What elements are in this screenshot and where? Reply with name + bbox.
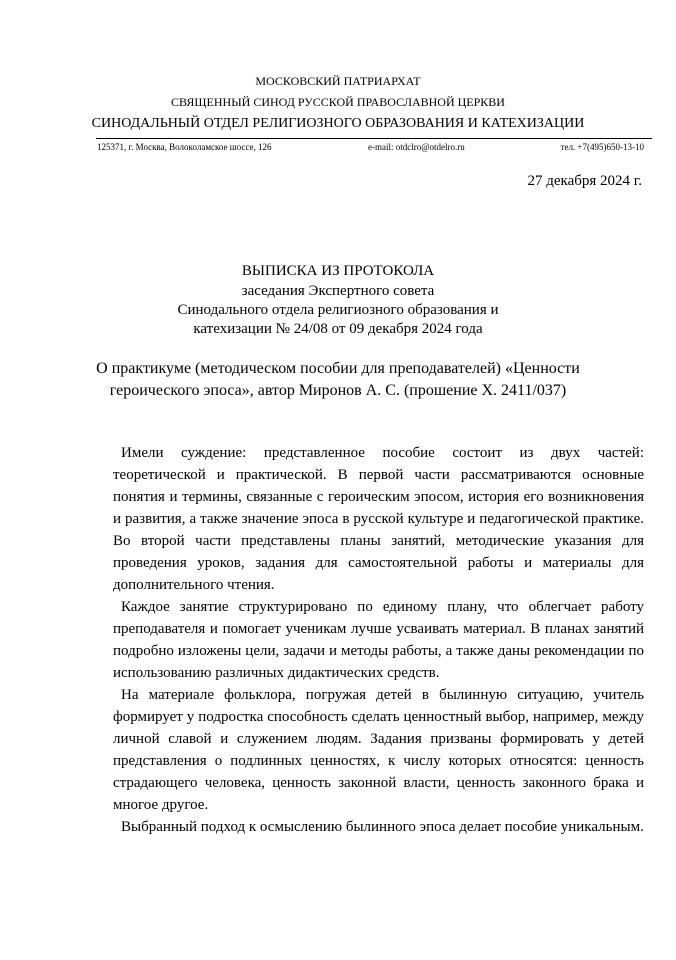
letterhead-synod: СВЯЩЕННЫЙ СИНОД РУССКОЙ ПРАВОСЛАВНОЙ ЦЕРКВИ <box>171 95 505 109</box>
subject-line-2: героического эпоса», автор Миронов А. С. (прошение Х. 2411/037) <box>109 382 567 399</box>
letterhead-phone: тел. +7(495)650-13-10 <box>560 142 644 152</box>
title-line-3: Синодального отдела религиозного образования и <box>177 302 499 318</box>
body-paragraph-3: На материале фольклора, погружая детей в былинную ситуацию, учитель формирует у подростка способность сделать ценностный выбор, например, между личной славой и служением людям. Задания призваны формировать у детей представления о подлинных ценностях, к числу которых относятся: ценность страдающего человека, ценность законной власти, ценность законного брака и многое другое. <box>113 687 644 813</box>
letterhead-divider <box>96 138 652 139</box>
body-paragraph-2: Каждое занятие структурировано по единому плану, что облегчает работу преподавателя и помогает ученикам лучше усваивать материал. В планах занятий подробно изложены цели, задачи и методы работы, а также даны рекомендации по использованию различных дидактических средств. <box>113 599 644 681</box>
title-line-4: катехизации № 24/08 от 09 декабря 2024 года <box>193 321 483 337</box>
title-line-2: заседания Экспертного совета <box>241 283 435 299</box>
subject-line-1: О практикуме (методическом пособии для преподавателей) «Ценности <box>96 360 580 377</box>
document-body <box>113 442 644 838</box>
body-paragraph-1: Имели суждение: представленное пособие состоит из двух частей: теоретической и практической. В первой части рассматриваются основные понятия и термины, связанные с героическим эпосом, история его возникновения и развития, а также значение эпоса в русской культуре и педагогической практике. Во второй части представлены планы занятий, методические указания для проведения уроков, задания для самостоятельной работы и материалы для дополнительного чтения. <box>113 445 644 593</box>
letterhead-email: e-mail: otdclro@otdelro.ru <box>368 142 465 152</box>
document-title: ВЫПИСКА ИЗ ПРОТОКОЛА <box>241 263 435 279</box>
document-date: 27 декабря 2024 г. <box>527 173 642 189</box>
body-paragraph-4: Выбранный подход к осмыслению былинного эпоса делает пособие уникальным. <box>121 819 644 835</box>
letterhead-patriarchate: МОСКОВСКИЙ ПАТРИАРХАТ <box>255 74 421 88</box>
letterhead-department: СИНОДАЛЬНЫЙ ОТДЕЛ РЕЛИГИОЗНОГО ОБРАЗОВАНИЯ И КАТЕХИЗАЦИИ <box>91 116 585 131</box>
letterhead-address: 125371, г. Москва, Волоколамское шоссе, 126 <box>97 142 272 152</box>
